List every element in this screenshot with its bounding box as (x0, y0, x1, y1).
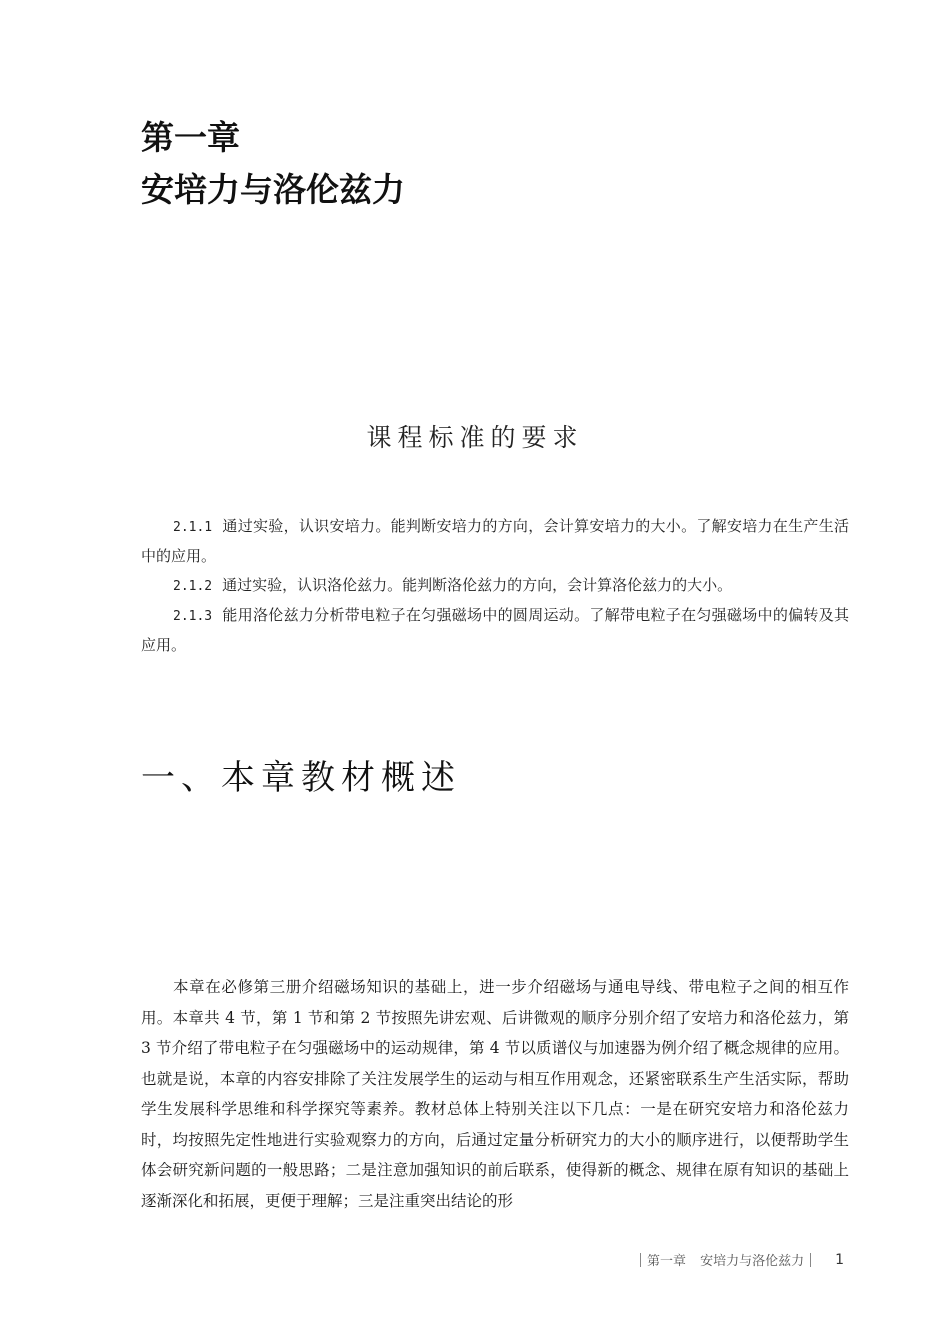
standard-item (141, 601, 849, 660)
chapter-title-block (141, 112, 405, 216)
standard-text: 通过实验，认识安培力。能判断安培力的方向，会计算安培力的大小。了解安培力在生产生活中的应用。 (141, 517, 849, 565)
chapter-number: 第一章 (141, 118, 240, 157)
section-heading: 一、本章教材概述 (141, 758, 461, 798)
standard-code: 2.1.1 (173, 520, 213, 535)
footer-chapter-label: 第一章 (647, 1254, 687, 1269)
standard-item (141, 571, 849, 601)
standards-heading: 课程标准的要求 (366, 423, 584, 452)
standards-list (141, 512, 849, 660)
standard-text: 通过实验，认识洛伦兹力。能判断洛伦兹力的方向，会计算洛伦兹力的大小。 (222, 576, 733, 594)
page-footer (634, 1250, 844, 1269)
chapter-title: 安培力与洛伦兹力 (141, 170, 405, 209)
footer-divider (640, 1253, 641, 1267)
standard-item (141, 512, 849, 571)
standard-code: 2.1.2 (173, 579, 213, 594)
standard-code: 2.1.3 (173, 609, 213, 624)
footer-divider (810, 1253, 811, 1267)
footer-chapter-title: 安培力与洛伦兹力 (700, 1254, 805, 1269)
page-number: 1 (835, 1251, 844, 1268)
standard-text: 能用洛伦兹力分析带电粒子在匀强磁场中的圆周运动。了解带电粒子在匀强磁场中的偏转及其应用。 (141, 606, 849, 654)
section-paragraph: 本章在必修第三册介绍磁场知识的基础上，进一步介绍磁场与通电导线、带电粒子之间的相互作用。本章共 4 节，第 1 节和第 2 节按照先讲宏观、后讲微观的顺序分别介绍了安培力和洛伦兹力，第 3 节介绍了带电粒子在匀强磁场中的运动规律，第 4 节以质谱仪与加速器为例介绍了概念规律的应用。也就是说，本章的内容安排除了关注发展学生的运动与相互作用观念，还紧密联系生产生活实际，帮助学生发展科学思维和科学探究等素养。教材总体上特别关注以下几点：一是在研究安培力和洛伦兹力时，均按照先定性地进行实验观察力的方向，后通过定量分析研究力的大小的顺序进行，以便帮助学生体会研究新问题的一般思路；二是注意加强知识的前后联系，使得新的概念、规律在原有知识的基础上逐渐深化和拓展，更便于理解；三是注重突出结论的形 (141, 978, 849, 1210)
